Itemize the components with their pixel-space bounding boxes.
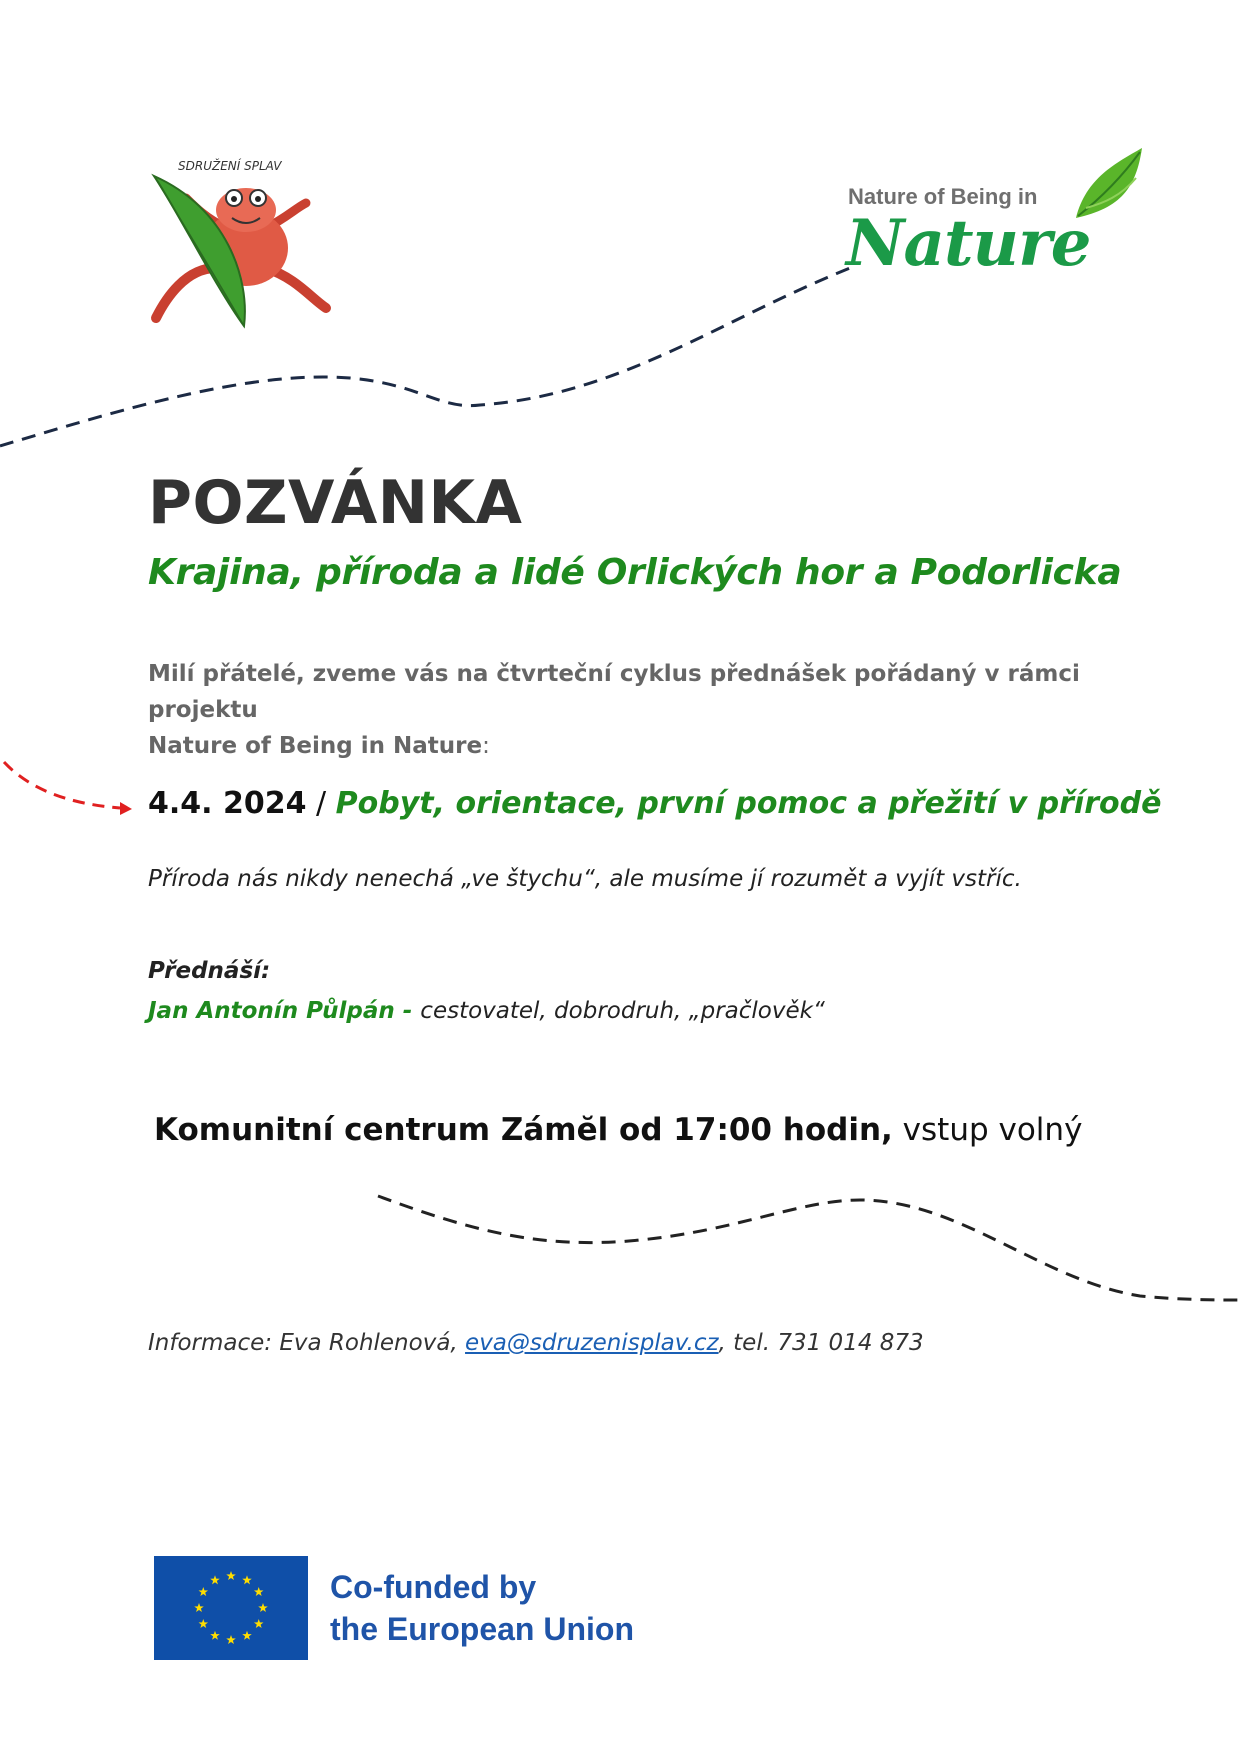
event-date: 4.4. 2024: [148, 786, 307, 821]
intro-line-1: Milí přátelé, zveme vás na čtvrteční cyklus přednášek pořádaný v rámci projektu: [148, 661, 1080, 723]
venue-bold: Komunitní centrum Zámĕl od 17:00 hodin,: [154, 1112, 893, 1148]
sdruzeni-splav-logo: [146, 148, 342, 344]
eu-cofunded-text: [330, 1566, 634, 1650]
intro-colon: :: [482, 733, 490, 759]
event-heading: [148, 786, 1161, 821]
red-arrow-head: [120, 802, 132, 815]
venue-entry: vstup volný: [892, 1112, 1083, 1148]
lecturer-label: Přednáší:: [148, 958, 271, 984]
event-description: Příroda nás nikdy nenechá „ve štychu“, ale musíme jí rozumět a vyjít vstříc.: [148, 866, 1022, 892]
contact-phone: , tel. 731 014 873: [718, 1330, 924, 1356]
logo-text-line1: Nature of Being in: [848, 184, 1038, 209]
page-title: POZVÁNKA: [148, 468, 523, 538]
lecturer-roles: cestovatel, dobrodruh, „pračlověk“: [420, 998, 825, 1024]
contact-prefix: Informace: Eva Rohlenová,: [148, 1330, 466, 1356]
dashed-line-top: [0, 268, 850, 446]
event-title: Pobyt, orientace, první pomoc a přežití v přírodě: [335, 786, 1162, 821]
logo-brand-text: SDRUŽENÍ SPLAV: [178, 159, 282, 173]
logo-text-line2: Nature: [846, 206, 1091, 281]
contact-info: [148, 1330, 924, 1356]
email-link[interactable]: eva@sdruzenisplav.cz: [465, 1330, 719, 1356]
lecturer-name: Jan Antonín Půlpán -: [148, 998, 421, 1024]
page-subtitle: Krajina, příroda a lidé Orlických hor a Podorlicka: [148, 552, 1122, 593]
eu-flag-icon: [154, 1556, 308, 1660]
dashed-line-red-arrow: [4, 762, 120, 808]
intro-paragraph: [148, 656, 1148, 764]
eu-line-1: Co-funded by: [330, 1569, 537, 1605]
event-separator: /: [306, 786, 336, 821]
dashed-line-bottom: [378, 1196, 1241, 1300]
lecturer-line: [148, 998, 825, 1024]
project-name: Nature of Being in Nature: [148, 733, 483, 759]
intro-line-2: [148, 728, 1148, 764]
venue-line: [154, 1112, 1082, 1148]
eu-line-2: the European Union: [330, 1611, 634, 1647]
